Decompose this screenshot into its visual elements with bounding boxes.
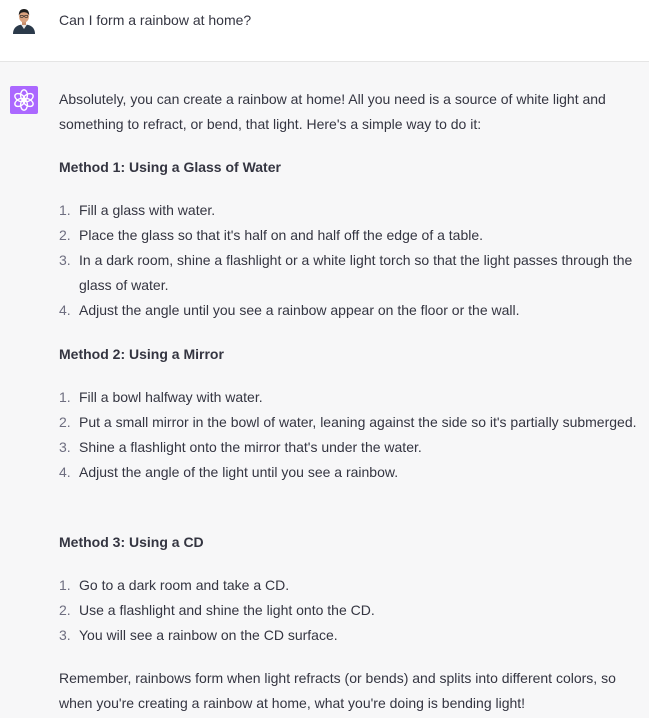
outro-paragraph: Remember, rainbows form when light refracts (or bends) and splits into different colors, so when you're creating a rainbow at home, what you're doing is bending light!: [59, 670, 616, 711]
step-text: In a dark room, shine a flashlight or a white light torch so that the light passes through the glass of water.: [79, 252, 633, 293]
list-item: [59, 435, 649, 460]
assistant-message-row: [0, 62, 649, 718]
method-1-heading: Method 1: Using a Glass of Water: [59, 159, 281, 175]
step-number: 2.: [59, 414, 71, 430]
step-text: Shine a flashlight onto the mirror that's under the water.: [79, 439, 422, 455]
step-number: 4.: [59, 464, 71, 480]
step-text: Adjust the angle of the light until you see a rainbow.: [79, 464, 399, 480]
step-text: Adjust the angle until you see a rainbow appear on the floor or the wall.: [79, 302, 520, 318]
step-number: 1.: [59, 577, 71, 593]
list-item: [59, 460, 649, 485]
user-avatar: [10, 6, 38, 34]
method-1-steps: [59, 198, 649, 323]
intro-paragraph: Absolutely, you can create a rainbow at home! All you need is a source of white light and something to refract, or bend, that light. Here's a simple way to do it:: [59, 91, 606, 132]
step-number: 4.: [59, 302, 71, 318]
list-item: [59, 223, 649, 248]
step-number: 1.: [59, 202, 71, 218]
list-item: [59, 385, 649, 410]
step-number: 3.: [59, 252, 71, 268]
step-number: 2.: [59, 227, 71, 243]
list-item: [59, 198, 649, 223]
step-text: Fill a glass with water.: [79, 202, 216, 218]
step-number: 3.: [59, 627, 71, 643]
step-text: Put a small mirror in the bowl of water, leaning against the side so it's partially submerged.: [79, 414, 637, 430]
list-item: [59, 573, 649, 598]
step-number: 1.: [59, 389, 71, 405]
method-3-steps: [59, 573, 649, 648]
list-item: [59, 248, 649, 298]
step-number: 3.: [59, 439, 71, 455]
method-2-steps: [59, 385, 649, 485]
assistant-avatar: [10, 86, 38, 114]
list-item: [59, 298, 649, 323]
step-text: Use a flashlight and shine the light onto the CD.: [79, 602, 375, 618]
step-text: Go to a dark room and take a CD.: [79, 577, 290, 593]
list-item: [59, 598, 649, 623]
step-number: 2.: [59, 602, 71, 618]
user-message-row: [0, 0, 649, 62]
list-item: [59, 623, 649, 648]
openai-logo-icon: [10, 86, 38, 114]
user-avatar-icon: [10, 6, 38, 34]
step-text: Fill a bowl halfway with water.: [79, 389, 263, 405]
list-item: [59, 410, 649, 435]
method-2-heading: Method 2: Using a Mirror: [59, 346, 224, 362]
step-text: You will see a rainbow on the CD surface.: [79, 627, 338, 643]
step-text: Place the glass so that it's half on and half off the edge of a table.: [79, 227, 484, 243]
user-message-text: Can I form a rainbow at home?: [59, 12, 252, 28]
method-3-heading: Method 3: Using a CD: [59, 534, 204, 550]
